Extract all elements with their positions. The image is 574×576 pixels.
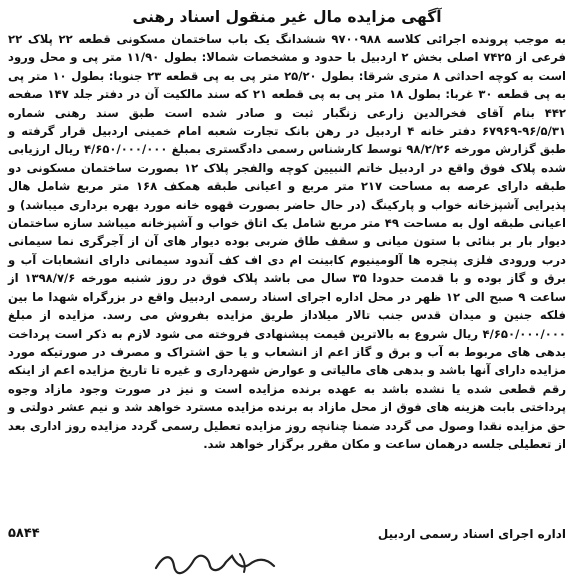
notice-footer <box>8 525 566 543</box>
notice-code: ۵۸۴۴ <box>8 526 40 541</box>
notice-body: به موجب پرونده اجرائی کلاسه ۹۷۰۰۹۸۸ ششدانگ یک باب ساختمان مسکونی قطعه ۲۲ پلاک ۲۲ فرعی از ۷۴۲۵ اصلی بخش ۲ اردبیل با حدود و مشخصات شمالا: بطول ۱۱/۹۰ متر پی و محل ورود است به کوچه احداثی ۸ متری شرقا: بطول ۲۵/۲۰ متر پی به پی قطعه ۲۳ جنوبا: بطول ۱۰ متر پی به پی قطعه ۳۰ غربا: بطول ۱۸ متر پی به پی قطعه ۲۱ که سند مالکیت آن در دفتر جلد ۱۴۷ صفحه ۴۴۲ بنام آقای فخرالدین زارعی زنگبار ثبت و صادر شده است طبق سند رهنی شماره ۹۶/۵/۳۱-۶۷۹۶۹ دفتر خانه ۴ اردبیل در رهن بانک تجارت شعبه امام خمینی اردبیل قرار گرفته و طبق گزارش مورخه ۹۸/۲/۲۶ توسط کارشناس رسمی دادگستری بمبلغ ۴/۶۵۰/۰۰۰/۰۰۰ ریال ارزیابی شده پلاک فوق واقع در اردبیل خاتم النبیین کوچه والفجر پلاک ۱۲ بصورت ساختمان مسکونی دو طبقه دارای عرصه به مساحت ۲۱۷ متر مربع و اعیانی طبقه همکف ۱۶۸ متر مربع شامل هال پذیرایی آشپزخانه خواب و پارکینگ (در حال حاضر بصورت قهوه خانه مورد بهره برداری میباشد) و اعیانی طبقه اول به مساحت ۴۹ متر مربع شامل یک اتاق خواب و آشپزخانه میباشد سازه ساختمان دیوار بار بر بنائی با ستون میانی و سقف طاق ضربی بوده دیوار های آن از آجرگری نما سیمانی درب ورودی فلزی پنجره ها آلومینیوم کابینت ام دی اف کف آندود سیمانی دارای انشعابات آب و برق و گاز بوده و با قدمت حدودا ۳۵ سال می باشد پلاک فوق در روز شنبه مورخه ۱۳۹۸/۷/۶ از ساعت ۹ صبح الی ۱۲ ظهر در محل اداره اجرای اسناد رسمی اردبیل واقع در بزرگراه شهدا ما بین فلکه جنین و میدان قدس جنب تالار میلاداز طریق مزایده بفروش می رسد. مزایده از مبلغ ۴/۶۵۰/۰۰۰/۰۰۰ ریال شروع به بالاترین قیمت پیشنهادی فروخته می شود لازم به ذکر است پرداخت بدهی های مربوط به آب و برق و گاز اعم از انشعاب و یا حق اشتراک و مصرف در صورتیکه مورد مزایده دارای آنها باشد و بدهی های مالیاتی و عوارض شهرداری و غیره تا تاریخ مزایده اعم از اینکه رقم قطعی شده یا نشده باشد به عهده برنده مزایده است و نیز در صورت وجود مازاد وجوه پرداختی بابت هزینه های فوق از محل مازاد به برنده مزایده مسترد خواهد شد و نیم عشر دولتی و حق مزایده نقدا وصول می گردد ضمنا چنانچه روز مزایده تعطیل رسمی گردد مزایده روز اداری بعد از تعطیلی جلسه درهمان ساعت و مکان مقرر برگزار خواهد شد. <box>8 32 567 451</box>
issuer-name: اداره اجرای اسناد رسمی اردبیل <box>377 527 566 541</box>
notice-title: آگهی مزایده مال غیر منقول اسناد رهنی <box>132 8 442 26</box>
handwritten-signature <box>150 548 290 576</box>
